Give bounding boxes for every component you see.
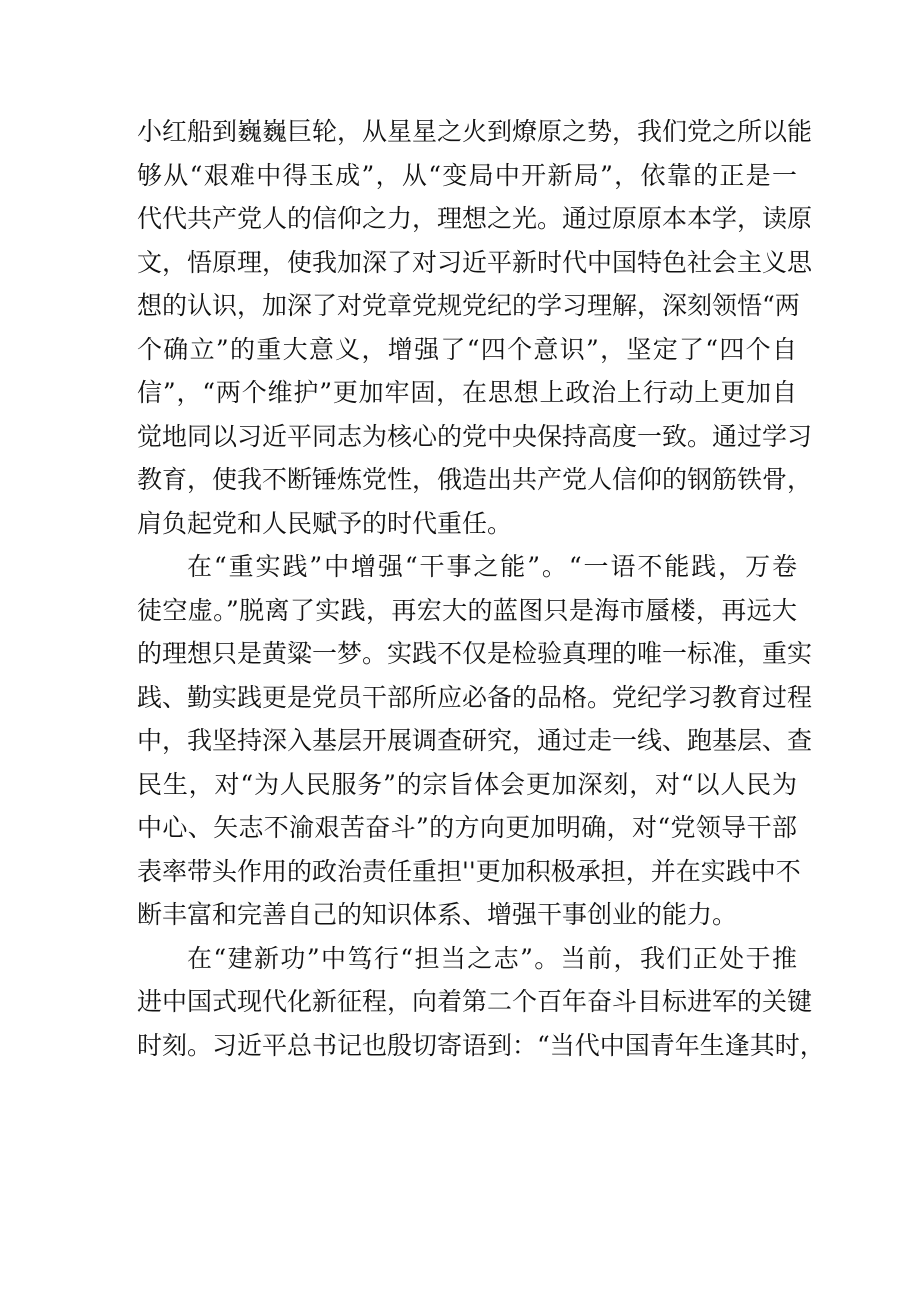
paragraph-2-line-2: 徒空虚。”脱离了实践，再宏大的蓝图只是海市蜃楼，再远大 — [137, 595, 797, 625]
paragraph-3-line-2: 进中国式现代化新征程，向着第二个百年奋斗目标进军的关键 — [137, 987, 813, 1016]
document-body — [137, 110, 825, 1067]
paragraph-1-line-6: 个确立”的重大意义，增强了“四个意识”，坚定了“四个自 — [137, 334, 797, 364]
paragraph-1-line-3: 代代共产党人的信仰之力，理想之光。通过原原本本学，读原 — [137, 204, 813, 233]
paragraph-1-line-1: 小红船到巍巍巨轮，从星星之火到燎原之势，我们党之所以能 — [137, 117, 813, 146]
paragraph-3-line-1: 在“建新功”中笃行“担当之志”。当前，我们正处于推 — [187, 943, 797, 973]
paragraph-1-line-10: 肩负起党和人民赋予的时代重任。 — [137, 508, 513, 538]
paragraph-2-line-9: 断丰富和完善自己的知识体系、增强干事创业的能力。 — [137, 900, 738, 929]
paragraph-1-line-9: 教育，使我不断锤炼党性，俄造出共产党人信仰的钢筋铁骨， — [137, 465, 813, 494]
paragraph-3-line-3: 时刻。习近平总书记也殷切寄语到：“当代中国青年生逢其时， — [137, 1030, 825, 1060]
paragraph-2-line-6: 民生，对“为人民服务”的宗旨体会更加深刻，对“以人民为 — [137, 769, 797, 799]
paragraph-1-line-8: 觉地同以习近平同志为核心的党中央保持高度一致。通过学习 — [137, 421, 813, 451]
paragraph-2-line-5: 中，我坚持深入基层开展调查研究，通过走一线、跑基层、查 — [137, 726, 813, 755]
paragraph-2-line-4: 践、勤实践更是党员干部所应必备的品格。党纪学习教育过程 — [137, 682, 813, 712]
paragraph-1-line-2: 够从“艰难中得玉成”，从“变局中开新局”，依靠的正是一 — [137, 160, 797, 190]
paragraph-2-line-3: 的理想只是黄粱一梦。实践不仅是检验真理的唯一标准，重实 — [137, 639, 813, 668]
paragraph-2-line-1: 在“重实践”中增强“干事之能”。“一语不能践，万卷 — [187, 552, 797, 581]
paragraph-2-line-7: 中心、矢志不渝艰苦奋斗”的方向更加明确，对“党领导干部 — [137, 813, 797, 842]
paragraph-1-line-4: 文，悟原理，使我加深了对习近平新时代中国特色社会主义思 — [137, 247, 813, 277]
paragraph-2-line-8: 表率带头作用的政治责任重担''更加积极承担，并在实践中不 — [137, 856, 801, 886]
paragraph-1-line-5: 想的认识，加深了对党章党规党纪的学习理解，深刻领悟“两 — [137, 291, 800, 320]
paragraph-1-line-7: 信”，“两个维护”更加牢固，在思想上政治上行动上更加自 — [137, 378, 797, 407]
